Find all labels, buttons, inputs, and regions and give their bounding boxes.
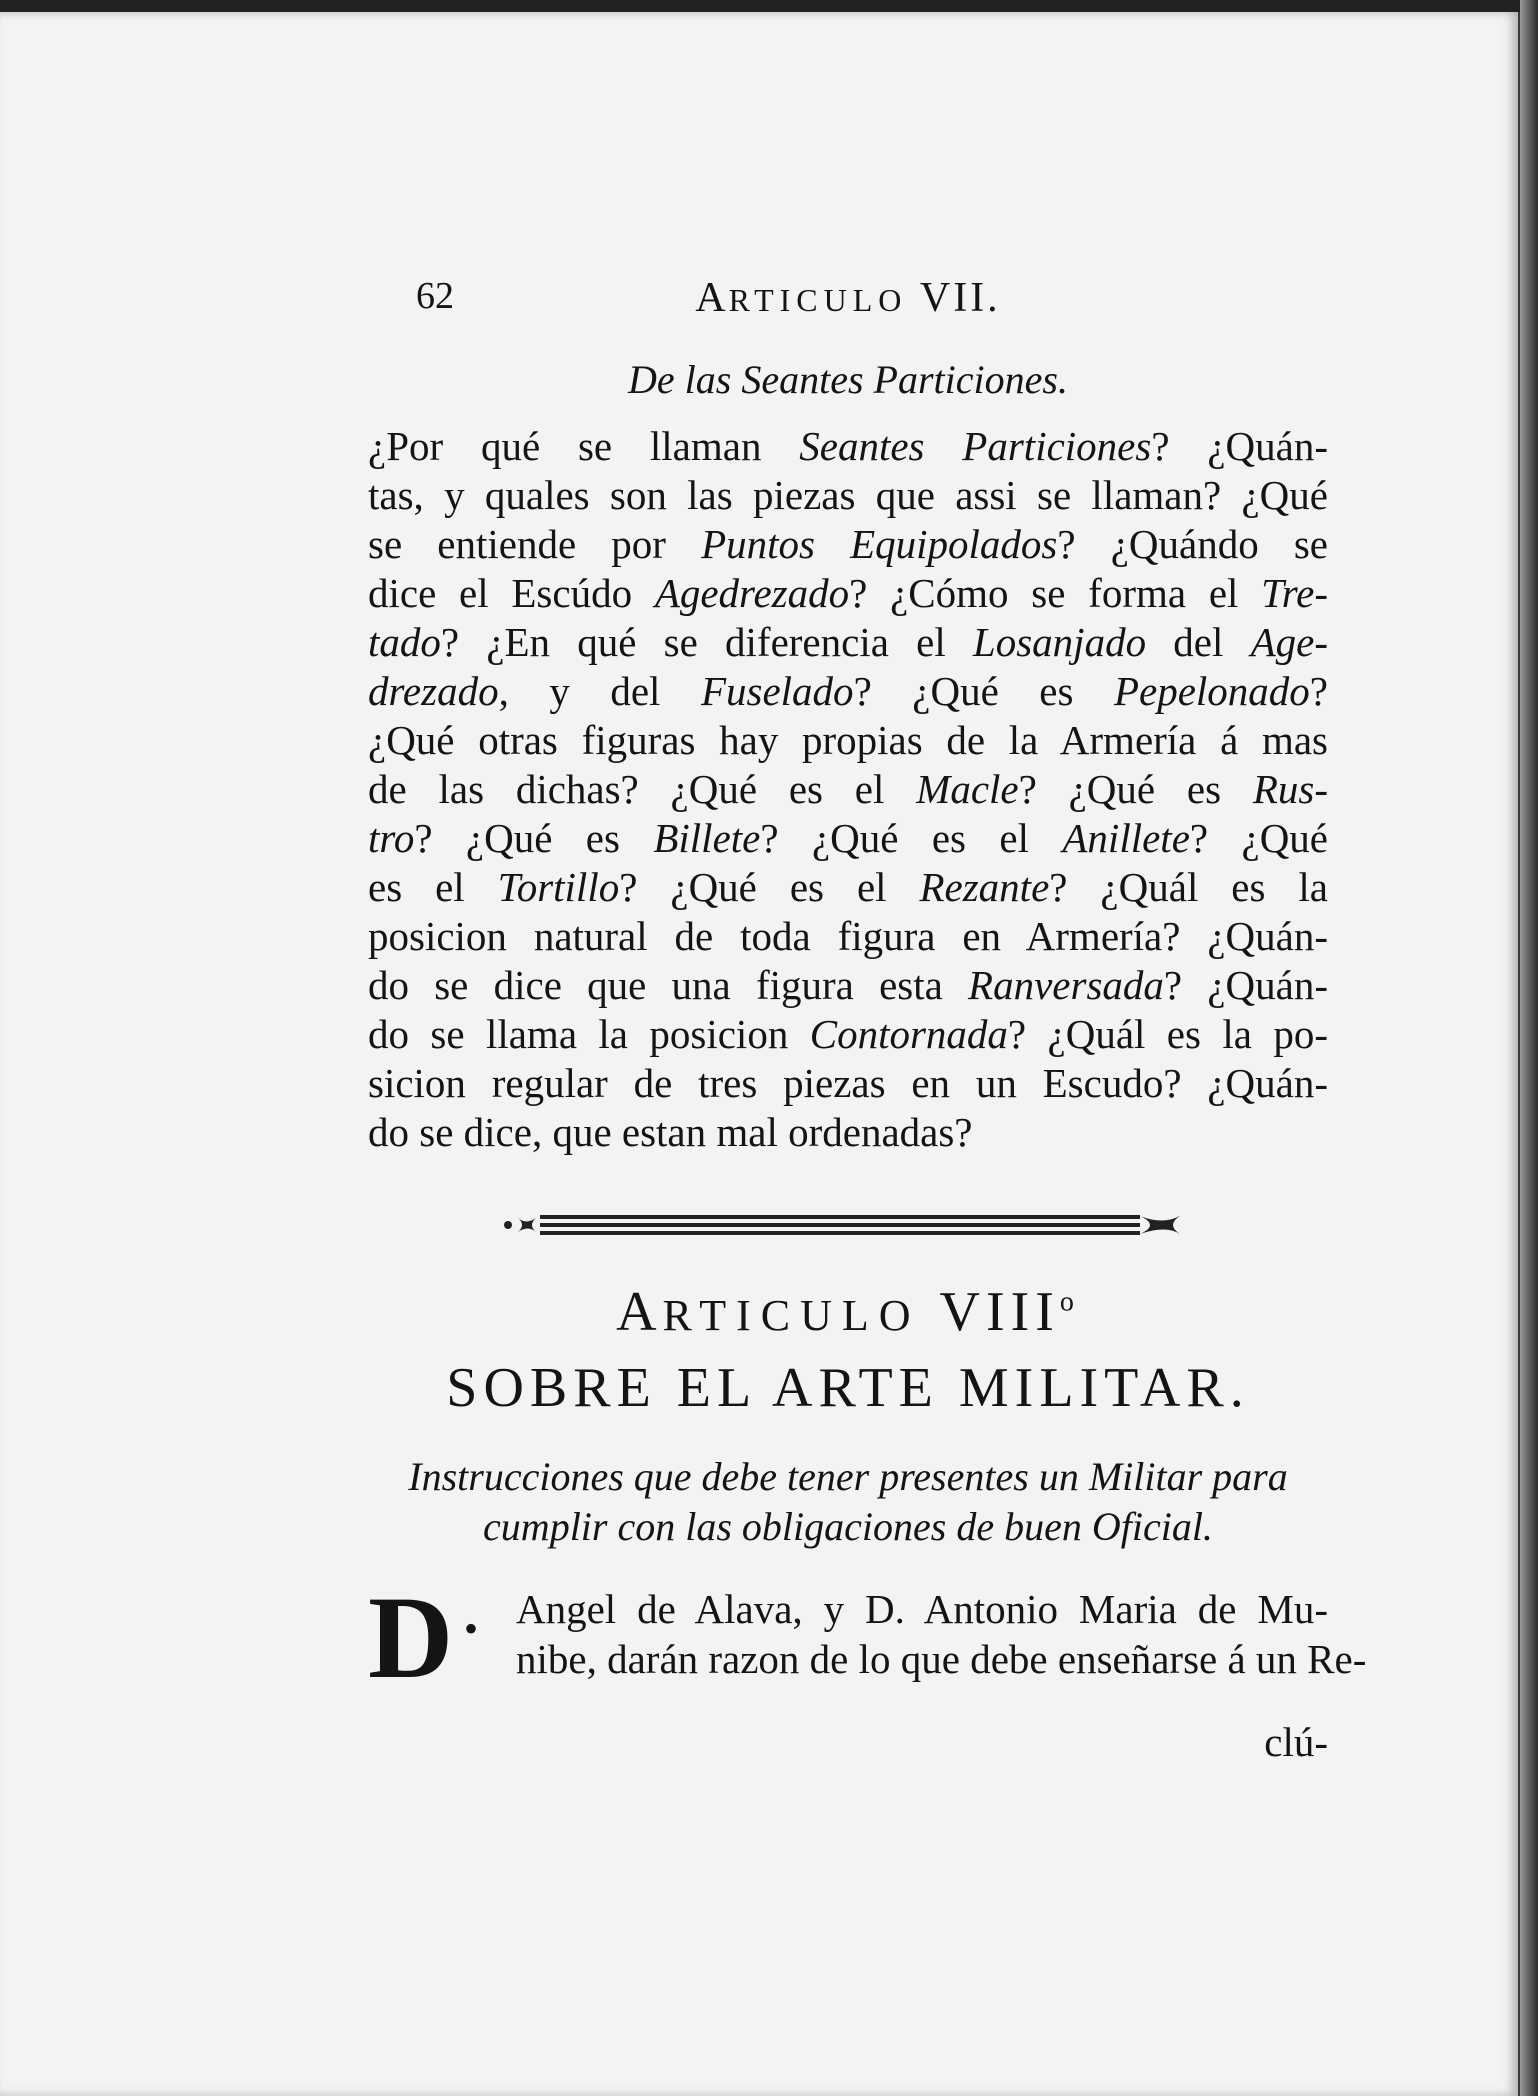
text-run: es el <box>368 864 498 910</box>
italic-term: Macle <box>916 766 1019 812</box>
italic-term: Rus- <box>1252 766 1329 812</box>
article-body-line: nibe, darán razon de lo que debe enseñarse á un Re- <box>516 1636 1367 1682</box>
question-line <box>368 520 1328 569</box>
question-line <box>368 716 1328 765</box>
book-page <box>0 12 1518 2096</box>
italic-term: Contornada <box>809 1011 1008 1057</box>
article-heading-numeral: VIII <box>939 1281 1060 1343</box>
text-run: ? ¿Qué es el <box>760 815 1063 861</box>
text-run: do se dice que una figura esta <box>368 962 969 1008</box>
article-heading <box>368 1280 1328 1344</box>
article-body <box>368 1572 1367 1703</box>
page-number: 62 <box>416 275 454 317</box>
drop-cap: D <box>368 1572 454 1703</box>
text-run: ? ¿Quál es la <box>1049 864 1328 910</box>
question-line <box>368 667 1328 716</box>
text-run: ? ¿Quán- <box>1163 962 1328 1008</box>
question-line <box>368 961 1328 1010</box>
question-line <box>368 422 1328 471</box>
text-run: ¿Qué otras figuras hay propias de la Armería á mas <box>368 717 1328 763</box>
text-run: posicion natural de toda figura en Armería? ¿Quán- <box>368 913 1328 959</box>
question-line <box>368 765 1328 814</box>
italic-term: drezado <box>368 668 499 714</box>
text-run: do se llama la posicion <box>368 1011 810 1057</box>
text-run: ¿Por qué se llaman <box>368 423 800 469</box>
question-line <box>368 1010 1328 1059</box>
italic-term: tado <box>368 619 441 665</box>
italic-term: Fuselado <box>700 668 854 714</box>
text-run: ? ¿En qué se diferencia el <box>440 619 973 665</box>
page-header <box>368 274 1328 334</box>
italic-term: Pepelonado <box>1113 668 1310 714</box>
italic-term: Seantes Particiones <box>799 423 1152 469</box>
article-heading-ordinal: o <box>1059 1286 1080 1318</box>
text-run: ? ¿Qué es el <box>619 864 920 910</box>
question-line <box>368 1059 1328 1108</box>
italic-term: Anillete <box>1062 815 1190 861</box>
text-run: ? ¿Qué es <box>1018 766 1253 812</box>
section-title: De las Seantes Particiones. <box>628 357 1068 402</box>
catchword: clú- <box>1264 1719 1328 1765</box>
italic-term: Puntos Equipolados <box>701 521 1058 567</box>
italic-term: Rezante <box>919 864 1050 910</box>
text-run: del <box>1146 619 1251 665</box>
article-subtitle <box>368 1452 1328 1552</box>
scan-top-border <box>0 0 1538 12</box>
text-run: ? ¿Qué <box>1189 815 1328 861</box>
text-run: ? ¿Qué es <box>414 815 654 861</box>
italic-term: Agedrezado <box>654 570 850 616</box>
text-run: ? ¿Qué es <box>853 668 1114 714</box>
italic-term: Billete <box>653 815 761 861</box>
article-heading-initial: A <box>616 1281 663 1343</box>
question-line <box>368 618 1328 667</box>
question-line <box>368 863 1328 912</box>
running-head <box>368 274 1328 322</box>
text-run: ? ¿Quál es la po- <box>1007 1011 1328 1057</box>
question-line <box>368 912 1328 961</box>
text-run: ? ¿Quándo se <box>1057 521 1329 567</box>
italic-term: Tortillo <box>497 864 620 910</box>
question-line <box>368 1108 1328 1157</box>
question-line <box>368 471 1328 520</box>
running-head-initial: A <box>695 275 729 321</box>
italic-term: Ranversada <box>968 962 1164 1008</box>
italic-term: tro <box>368 815 415 861</box>
running-head-numeral: VII. <box>919 275 1001 321</box>
italic-term: Tre- <box>1261 570 1328 616</box>
text-run: de las dichas? ¿Qué es el <box>368 766 917 812</box>
drop-cap-dot: • <box>464 1606 479 1651</box>
text-run: ? <box>1309 668 1328 714</box>
question-line <box>368 814 1328 863</box>
question-line <box>368 569 1328 618</box>
text-run: sicion regular de tres piezas en un Escudo? ¿Quán- <box>368 1060 1328 1106</box>
article-body-line: Angel de Alava, y D. Antonio Maria de Mu- <box>516 1586 1328 1632</box>
text-run: ? ¿Cómo se forma el <box>849 570 1262 616</box>
text-run: tas, y quales son las piezas que assi se llaman? ¿Qué <box>368 472 1328 518</box>
text-run: ? ¿Quán- <box>1151 423 1328 469</box>
text-run: dice el Escúdo <box>368 570 655 616</box>
questions-paragraph <box>368 422 1328 1157</box>
article-main-title: SOBRE EL ARTE MILITAR. <box>446 1357 1250 1419</box>
text-run: do se dice, que estan mal ordenadas? <box>368 1109 973 1155</box>
article-heading-word: RTICULO <box>662 1291 921 1340</box>
text-run: , y del <box>498 668 701 714</box>
running-head-word: RTICULO <box>728 282 908 318</box>
article-subtitle-line: cumplir con las obligaciones de buen Oficial. <box>483 1504 1213 1549</box>
ornamental-rule <box>500 1208 1190 1242</box>
italic-term: Age- <box>1250 619 1328 665</box>
italic-term: Losanjado <box>972 619 1147 665</box>
page-gutter-edge <box>1520 0 1538 2096</box>
article-subtitle-line: Instrucciones que debe tener presentes un Militar para <box>408 1454 1288 1499</box>
text-run: se entiende por <box>368 521 702 567</box>
